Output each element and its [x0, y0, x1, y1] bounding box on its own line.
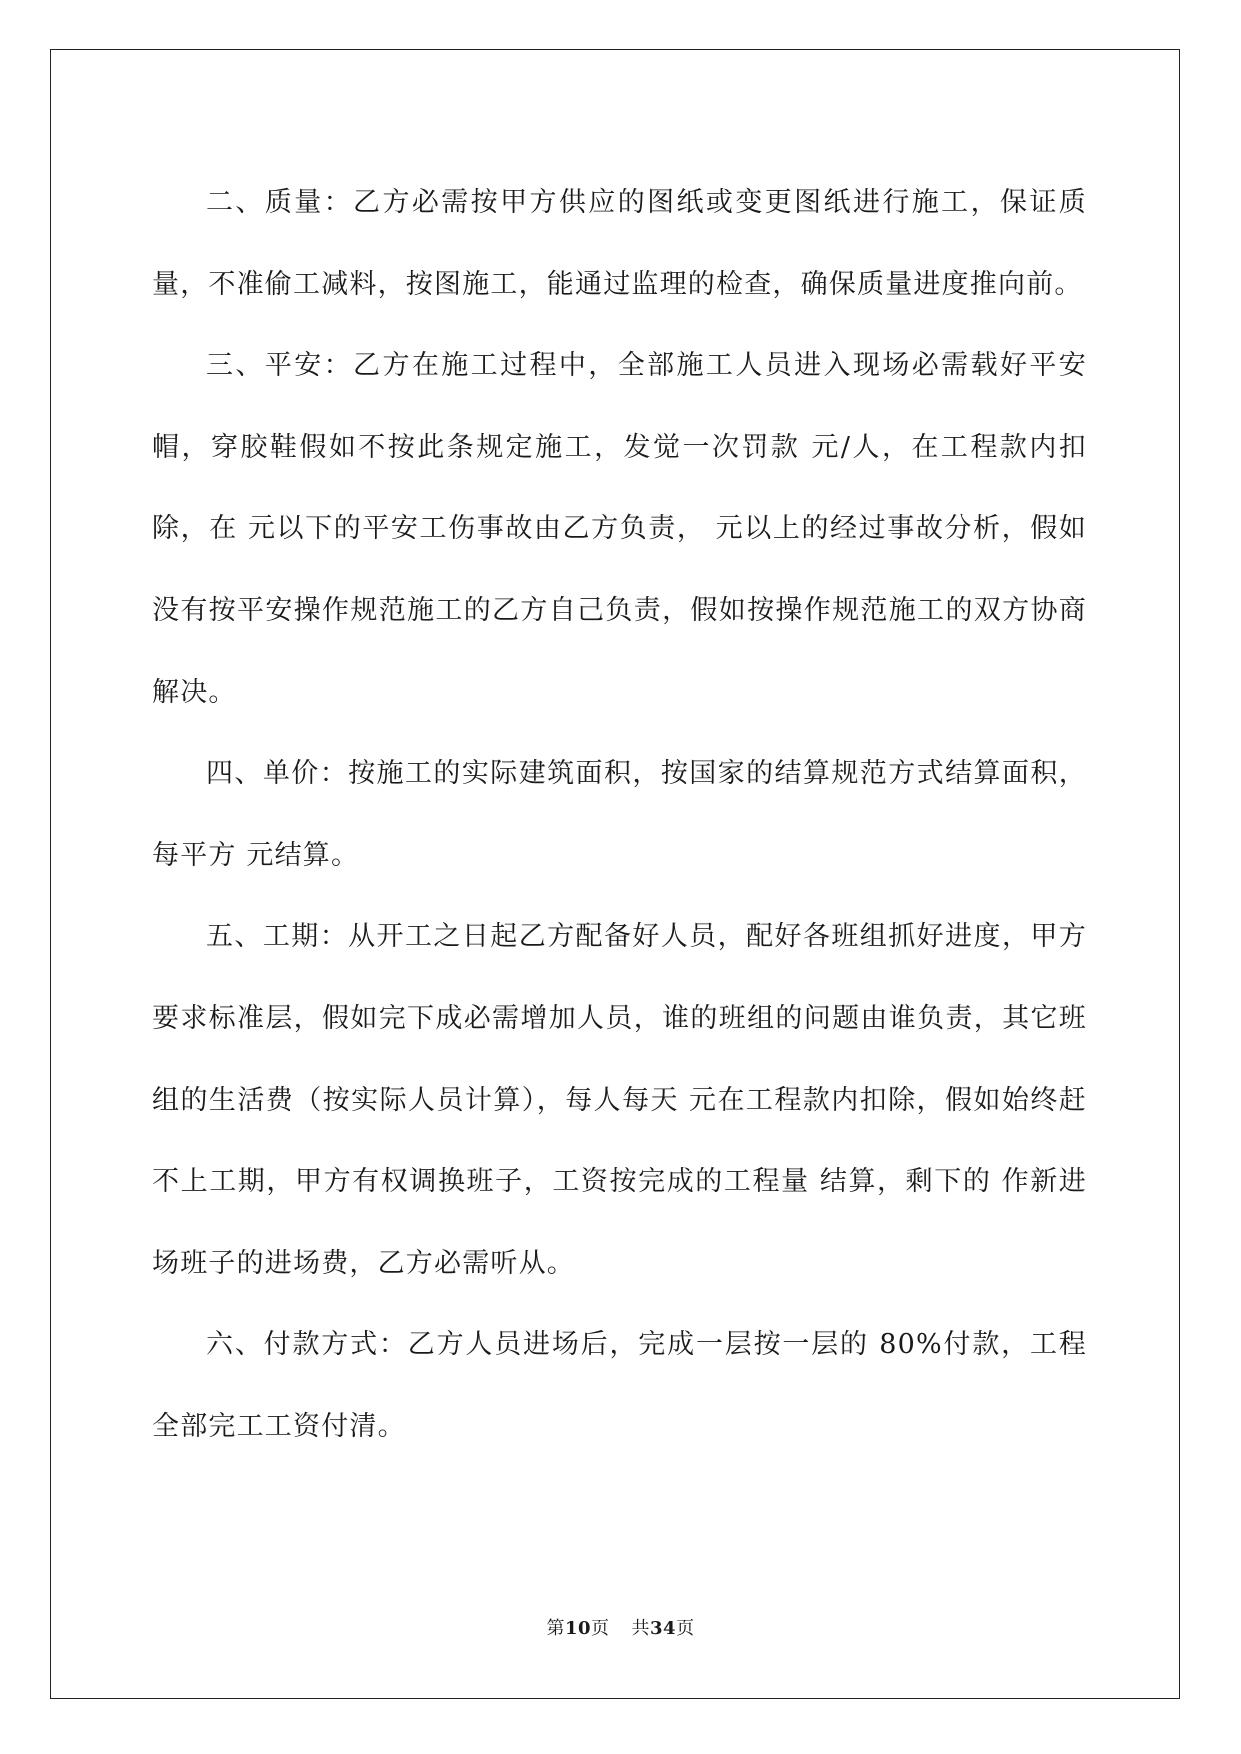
paragraph-quality: 二、质量：乙方必需按甲方供应的图纸或变更图纸进行施工，保证质量，不准偷工减料，按图施工，能通过监理的检查，确保质量进度推向前。: [152, 187, 1087, 300]
page-prefix: 第: [546, 1618, 565, 1639]
paragraph-unit-price: 四、单价：按施工的实际建筑面积，按国家的结算规范方式结算面积，每平方 元结算。: [152, 758, 1087, 871]
page-suffix: 页: [591, 1618, 610, 1639]
total-suffix: 页: [676, 1618, 695, 1639]
paragraph-schedule: 五、工期：从开工之日起乙方配备好人员，配好各班组抓好进度，甲方要求标准层，假如完下成必需增加人员，谁的班组的问题由谁负责，其它班组的生活费（按实际人员计算），每人每天 元在工程款内扣除，假如始终赶不上工期，甲方有权调换班子，工资按完成的工程量 结算，剩下的 作新进场班子的进场费，乙方必需听从。: [152, 921, 1087, 1279]
current-page-number: 10: [564, 1618, 591, 1639]
paragraph-payment: 六、付款方式：乙方人员进场后，完成一层按一层的 80%付款，工程全部完工工资付清。: [152, 1329, 1087, 1442]
total-page-count: 34: [650, 1618, 677, 1639]
page-number-footer: [0, 1614, 1241, 1640]
document-body: [152, 162, 1087, 1468]
total-prefix: 共: [631, 1618, 650, 1639]
paragraph-safety: 三、平安：乙方在施工过程中，全部施工人员进入现场必需载好平安帽，穿胶鞋假如不按此条规定施工，发觉一次罚款 元/人，在工程款内扣除，在 元以下的平安工伤事故由乙方负责， 元以上的经过事故分析，假如没有按平安操作规范施工的乙方自己负责，假如按操作规范施工的双方协商解决。: [152, 350, 1087, 708]
